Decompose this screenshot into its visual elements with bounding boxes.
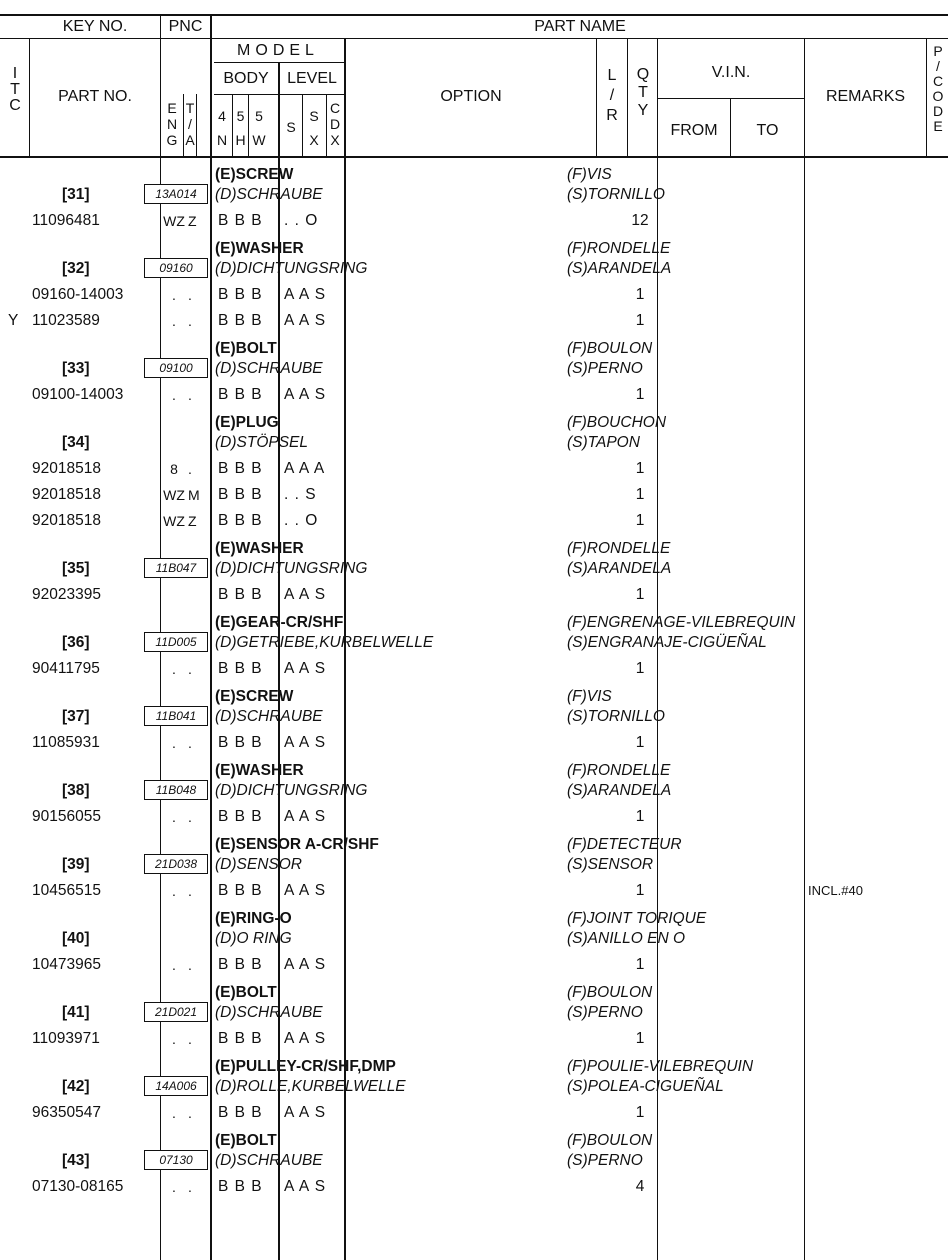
part-name-de: (D)DICHTUNGSRING bbox=[215, 560, 368, 577]
body-codes: B B B bbox=[218, 512, 263, 529]
header-body-4n: 4 N bbox=[216, 108, 228, 148]
key-number: [32] bbox=[62, 260, 90, 277]
level-codes: A A S bbox=[284, 956, 327, 973]
quantity: 1 bbox=[635, 486, 645, 503]
quantity: 1 bbox=[635, 956, 645, 973]
col-line-vin bbox=[657, 38, 658, 158]
col-line-qty bbox=[627, 38, 628, 158]
eng-code: . bbox=[172, 287, 176, 303]
part-name-de: (D)SCHRAUBE bbox=[215, 1152, 323, 1169]
part-name-en: (E)SCREW bbox=[215, 166, 294, 183]
part-name-es: (S)ANILLO EN O bbox=[567, 930, 685, 947]
level-codes: A A S bbox=[284, 386, 327, 403]
quantity: 1 bbox=[635, 734, 645, 751]
part-number: 10473965 bbox=[32, 956, 101, 973]
pnc-code: 07130 bbox=[144, 1150, 208, 1170]
level-codes: A A S bbox=[284, 734, 327, 751]
col-line-pcode bbox=[926, 38, 927, 158]
level-codes: . . O bbox=[284, 512, 319, 529]
part-number: 10456515 bbox=[32, 882, 101, 899]
eng-code: . bbox=[172, 1031, 176, 1047]
remarks-note: INCL.#40 bbox=[808, 883, 863, 898]
pnc-code: 11B047 bbox=[144, 558, 208, 578]
quantity: 1 bbox=[635, 512, 645, 529]
part-name-fr: (F)BOULON bbox=[567, 1132, 653, 1149]
eng-code: . bbox=[172, 883, 176, 899]
header-remarks: REMARKS bbox=[825, 88, 906, 105]
part-number: 11023589 bbox=[32, 312, 100, 329]
eng-code: WZ bbox=[163, 213, 185, 229]
part-name-de: (D)O RING bbox=[215, 930, 292, 947]
part-name-de: (D)SCHRAUBE bbox=[215, 708, 323, 725]
pnc-code: 21D021 bbox=[144, 1002, 208, 1022]
part-name-fr: (F)ENGRENAGE-VILEBREQUIN bbox=[567, 614, 796, 631]
part-name-es: (S)ARANDELA bbox=[567, 782, 672, 799]
header-pnc: PNC bbox=[168, 18, 203, 35]
pnc-code: 11B048 bbox=[144, 780, 208, 800]
header-body: BODY bbox=[223, 70, 269, 87]
body-codes: B B B bbox=[218, 734, 263, 751]
part-name-de: (D)SCHRAUBE bbox=[215, 1004, 323, 1021]
key-number: [40] bbox=[62, 930, 90, 947]
vin-divider bbox=[658, 98, 804, 99]
pnc-code: 21D038 bbox=[144, 854, 208, 874]
part-name-fr: (F)BOUCHON bbox=[567, 414, 667, 431]
eng-code: WZ bbox=[163, 487, 185, 503]
quantity: 1 bbox=[635, 586, 645, 603]
part-number: 90156055 bbox=[32, 808, 101, 825]
header-part-no: PART NO. bbox=[58, 88, 132, 105]
ta-code: . bbox=[188, 661, 192, 677]
col-line-eng bbox=[183, 94, 184, 158]
key-number: [42] bbox=[62, 1078, 90, 1095]
ta-code: . bbox=[188, 883, 192, 899]
header-key-no: KEY NO. bbox=[62, 18, 128, 35]
part-number: 90411795 bbox=[32, 660, 100, 677]
part-name-de: (D)SCHRAUBE bbox=[215, 186, 323, 203]
ta-code: . bbox=[188, 461, 192, 477]
header-qty: Q T Y bbox=[636, 66, 650, 119]
part-name-es: (S)PERNO bbox=[567, 1004, 643, 1021]
quantity: 4 bbox=[635, 1178, 645, 1195]
ta-code: M bbox=[188, 487, 200, 503]
pnc-code: 11B041 bbox=[144, 706, 208, 726]
part-name-en: (E)BOLT bbox=[215, 984, 277, 1001]
part-name-fr: (F)VIS bbox=[567, 688, 612, 705]
part-name-de: (D)DICHTUNGSRING bbox=[215, 260, 368, 277]
eng-code: . bbox=[172, 735, 176, 751]
header-level-s: S bbox=[286, 119, 296, 135]
header-option: OPTION bbox=[440, 88, 502, 105]
quantity: 1 bbox=[635, 312, 645, 329]
part-name-es: (S)PERNO bbox=[567, 1152, 643, 1169]
part-name-fr: (F)RONDELLE bbox=[567, 540, 671, 557]
col-line-ta bbox=[196, 94, 197, 158]
body-codes: B B B bbox=[218, 1178, 263, 1195]
level-codes: . . O bbox=[284, 212, 319, 229]
body-codes: B B B bbox=[218, 286, 263, 303]
eng-code: 8 bbox=[170, 461, 178, 477]
body-codes: B B B bbox=[218, 1104, 263, 1121]
body-codes: B B B bbox=[218, 882, 263, 899]
body-codes: B B B bbox=[218, 956, 263, 973]
header-top-border bbox=[0, 14, 948, 16]
body-line-partname bbox=[210, 158, 212, 1260]
level-codes: A A S bbox=[284, 1178, 327, 1195]
quantity: 12 bbox=[631, 212, 649, 229]
pnc-code: 14A006 bbox=[144, 1076, 208, 1096]
level-codes: A A S bbox=[284, 660, 327, 677]
part-number: 11085931 bbox=[32, 734, 100, 751]
itc-flag: Y bbox=[8, 312, 19, 329]
key-number: [31] bbox=[62, 186, 90, 203]
body-codes: B B B bbox=[218, 212, 263, 229]
ta-code: Z bbox=[188, 513, 197, 529]
header-body-5h: 5 H bbox=[235, 108, 246, 148]
pnc-code: 11D005 bbox=[144, 632, 208, 652]
quantity: 1 bbox=[635, 386, 645, 403]
part-name-es: (S)POLEA-CIGUEÑAL bbox=[567, 1078, 724, 1095]
ta-code: . bbox=[188, 735, 192, 751]
quantity: 1 bbox=[635, 1104, 645, 1121]
part-name-de: (D)STÖPSEL bbox=[215, 434, 309, 451]
ta-code: . bbox=[188, 313, 192, 329]
part-name-en: (E)BOLT bbox=[215, 340, 277, 357]
level-codes: A A S bbox=[284, 1104, 327, 1121]
part-name-de: (D)ROLLE,KURBELWELLE bbox=[215, 1078, 406, 1095]
eng-code: . bbox=[172, 387, 176, 403]
ta-code: Z bbox=[188, 213, 197, 229]
header-model: MODEL bbox=[237, 42, 319, 59]
part-name-de: (D)SCHRAUBE bbox=[215, 360, 323, 377]
eng-code: WZ bbox=[163, 513, 185, 529]
level-codes: A A S bbox=[284, 312, 327, 329]
part-name-es: (S)TAPON bbox=[567, 434, 640, 451]
body-codes: B B B bbox=[218, 586, 263, 603]
eng-code: . bbox=[172, 809, 176, 825]
header-level-cdx: C D X bbox=[329, 100, 341, 148]
part-name-en: (E)SCREW bbox=[215, 688, 294, 705]
eng-code: . bbox=[172, 957, 176, 973]
quantity: 1 bbox=[635, 660, 645, 677]
part-number: 07130-08165 bbox=[32, 1178, 124, 1195]
level-codes: A A A bbox=[284, 460, 326, 477]
ta-code: . bbox=[188, 1105, 192, 1121]
pnc-code: 09100 bbox=[144, 358, 208, 378]
quantity: 1 bbox=[635, 882, 645, 899]
level-codes: A A S bbox=[284, 286, 327, 303]
body-codes: B B B bbox=[218, 312, 263, 329]
level-codes: A A S bbox=[284, 1030, 327, 1047]
body-codes: B B B bbox=[218, 386, 263, 403]
key-number: [33] bbox=[62, 360, 90, 377]
part-number: 92023395 bbox=[32, 586, 101, 603]
key-number: [35] bbox=[62, 560, 90, 577]
ta-code: . bbox=[188, 1031, 192, 1047]
part-number: 92018518 bbox=[32, 486, 101, 503]
key-number: [34] bbox=[62, 434, 90, 451]
part-number: 92018518 bbox=[32, 460, 101, 477]
part-number: 09100-14003 bbox=[32, 386, 124, 403]
header-from: FROM bbox=[670, 122, 718, 139]
part-number: 09160-14003 bbox=[32, 286, 124, 303]
level-codes: . . S bbox=[284, 486, 317, 503]
body-codes: B B B bbox=[218, 460, 263, 477]
quantity: 1 bbox=[635, 1030, 645, 1047]
quantity: 1 bbox=[635, 460, 645, 477]
header-bottom-border bbox=[0, 156, 948, 158]
level-codes: A A S bbox=[284, 882, 327, 899]
eng-code: . bbox=[172, 313, 176, 329]
key-number: [43] bbox=[62, 1152, 90, 1169]
body-codes: B B B bbox=[218, 660, 263, 677]
body-codes: B B B bbox=[218, 1030, 263, 1047]
header-ta: T / A bbox=[185, 100, 195, 148]
key-number: [36] bbox=[62, 634, 90, 651]
eng-code: . bbox=[172, 661, 176, 677]
part-name-en: (E)SENSOR A-CR/SHF bbox=[215, 836, 379, 853]
body-line-remarks bbox=[804, 158, 805, 1260]
key-number: [38] bbox=[62, 782, 90, 799]
header-itc: I T C bbox=[9, 65, 21, 114]
body-codes: B B B bbox=[218, 808, 263, 825]
eng-code: . bbox=[172, 1179, 176, 1195]
quantity: 1 bbox=[635, 286, 645, 303]
part-number: 11096481 bbox=[32, 212, 100, 229]
header-pcode: P / C O D E bbox=[932, 43, 944, 134]
key-number: [41] bbox=[62, 1004, 90, 1021]
part-name-fr: (F)RONDELLE bbox=[567, 240, 671, 257]
key-number: [39] bbox=[62, 856, 90, 873]
part-name-fr: (F)RONDELLE bbox=[567, 762, 671, 779]
header-vin: V.I.N. bbox=[711, 64, 751, 81]
ta-code: . bbox=[188, 287, 192, 303]
part-name-de: (D)SENSOR bbox=[215, 856, 302, 873]
header-lr: L / R bbox=[606, 67, 618, 124]
part-name-fr: (F)DETECTEUR bbox=[567, 836, 682, 853]
header-level: LEVEL bbox=[287, 70, 337, 87]
part-name-fr: (F)BOULON bbox=[567, 984, 653, 1001]
part-name-es: (S)PERNO bbox=[567, 360, 643, 377]
part-name-fr: (F)BOULON bbox=[567, 340, 653, 357]
pnc-code: 09160 bbox=[144, 258, 208, 278]
part-name-es: (S)SENSOR bbox=[567, 856, 654, 873]
pnc-code: 13A014 bbox=[144, 184, 208, 204]
part-name-fr: (F)JOINT TORIQUE bbox=[567, 910, 707, 927]
header-level-sx: S X bbox=[309, 108, 319, 148]
col-line-lr bbox=[596, 38, 597, 158]
ta-code: . bbox=[188, 387, 192, 403]
part-name-en: (E)BOLT bbox=[215, 1132, 277, 1149]
level-codes: A A S bbox=[284, 808, 327, 825]
quantity: 1 bbox=[635, 808, 645, 825]
part-name-de: (D)DICHTUNGSRING bbox=[215, 782, 368, 799]
part-name-es: (S)ARANDELA bbox=[567, 260, 672, 277]
ta-code: . bbox=[188, 957, 192, 973]
part-name-fr: (F)VIS bbox=[567, 166, 612, 183]
header-row1-divider bbox=[0, 38, 948, 39]
level-codes: A A S bbox=[284, 586, 327, 603]
part-name-en: (E)PULLEY-CR/SHF,DMP bbox=[215, 1058, 396, 1075]
header-eng: E N G bbox=[166, 100, 178, 148]
part-name-en: (E)WASHER bbox=[215, 540, 304, 557]
body-codes: B B B bbox=[218, 486, 263, 503]
col-line-body5w bbox=[248, 94, 249, 158]
header-part-name: PART NAME bbox=[534, 18, 626, 35]
part-name-en: (E)RING-O bbox=[215, 910, 292, 927]
part-name-es: (S)TORNILLO bbox=[567, 186, 665, 203]
part-number: 92018518 bbox=[32, 512, 101, 529]
part-name-es: (S)TORNILLO bbox=[567, 708, 665, 725]
part-number: 11093971 bbox=[32, 1030, 100, 1047]
part-name-en: (E)WASHER bbox=[215, 762, 304, 779]
header-to: TO bbox=[756, 122, 779, 139]
part-name-de: (D)GETRIEBE,KURBELWELLE bbox=[215, 634, 434, 651]
part-name-en: (E)GEAR-CR/SHF bbox=[215, 614, 344, 631]
ta-code: . bbox=[188, 809, 192, 825]
part-number: 96350547 bbox=[32, 1104, 101, 1121]
eng-code: . bbox=[172, 1105, 176, 1121]
header-body-5w: 5 W bbox=[252, 108, 266, 148]
part-name-es: (S)ARANDELA bbox=[567, 560, 672, 577]
part-name-es: (S)ENGRANAJE-CIGÜEÑAL bbox=[567, 634, 767, 651]
ta-code: . bbox=[188, 1179, 192, 1195]
part-name-fr: (F)POULIE-VILEBREQUIN bbox=[567, 1058, 754, 1075]
part-name-en: (E)WASHER bbox=[215, 240, 304, 257]
key-number: [37] bbox=[62, 708, 90, 725]
part-name-en: (E)PLUG bbox=[215, 414, 279, 431]
